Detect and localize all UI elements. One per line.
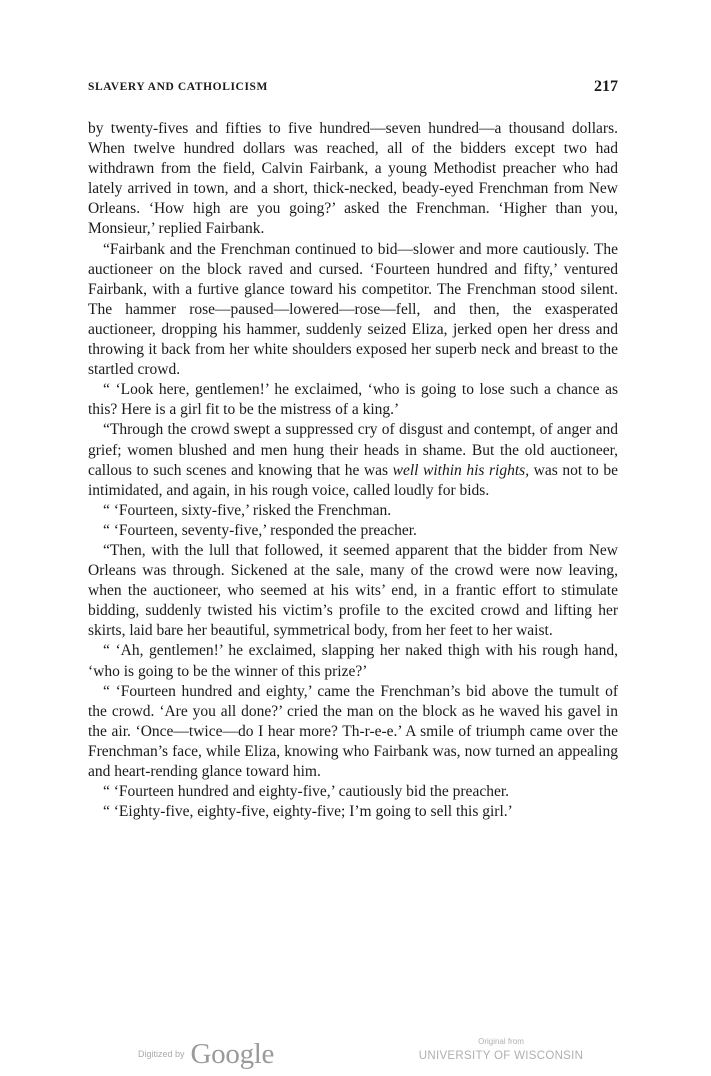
body-text <box>88 119 618 822</box>
paragraph: “Then, with the lull that followed, it seemed apparent that the bidder from New Orleans was through. Sickened at the sale, many of the crowd were now leaving, when the auctioneer, who seemed at his wits’ end, in a frantic effort to stimulate bidding, suddenly twisted his victim’s profile to the excited crowd and lifting her skirts, laid bare her beautiful, symmetrical body, from her feet to her waist. <box>88 541 618 640</box>
source-library: UNIVERSITY OF WISCONSIN <box>418 1050 584 1062</box>
paragraph: “ ‘Ah, gentlemen!’ he exclaimed, slapping her naked thigh with his rough hand, ‘who is going to be the winner of this prize?’ <box>88 642 618 680</box>
digitized-by-watermark <box>138 1034 274 1074</box>
paragraph <box>88 420 618 500</box>
page-number: 217 <box>594 78 618 95</box>
text-span: “Through the crowd swept a suppressed cry of disgust and contempt, of anger and grief; women blushed and men hung their heads in shame. But the old auctioneer, callous to such scenes and knowing that he was <box>88 421 618 479</box>
original-source-watermark <box>415 1036 587 1064</box>
paragraph: “Fairbank and the Frenchman continued to bid—slower and more cautiously. The auctioneer on the block raved and cursed. ‘Fourteen hundred and fifty,’ ventured Fairbank, with a furtive glance toward his competitor. The Frenchman stood silent. The hammer rose—paused—lowered—rose—fell, and then, the exasperated auctioneer, dropping his hammer, suddenly seized Eliza, jerked open her dress and throwing it back from her white shoulders exposed her superb neck and breast to the startled crowd. <box>88 240 618 379</box>
original-from-label: Original from <box>478 1037 524 1046</box>
paragraph: “ ‘Fourteen hundred and eighty,’ came the Frenchman’s bid above the tumult of the crowd. ‘Are you all done?’ cried the man on the block as he waved his gavel in the air. ‘Once—twice—do I hear more? Th-r-e-e.’ A smile of triumph came over the Frenchman’s face, while Eliza, knowing who Fairbank was, now turned an appealing and heart-rending glance toward him. <box>88 682 618 780</box>
digitized-by-label: Digitized by <box>138 1049 185 1059</box>
google-logo: Google <box>190 1037 275 1070</box>
paragraph: by twenty-fives and fifties to five hundred—seven hundred—a thousand dollars. When twelve hundred dollars was reached, all of the bidders except two had withdrawn from the field, Calvin Fairbank, a young Methodist preacher who had lately arrived in town, and a short, thick-necked, beady-eyed Frenchman from New Orleans. ‘How high are you going?’ asked the Frenchman. ‘Higher than you, Monsieur,’ replied Fairbank. <box>88 120 618 238</box>
running-head <box>88 78 618 100</box>
paragraph: “ ‘Eighty-five, eighty-five, eighty-five; I’m going to sell this girl.’ <box>103 803 513 821</box>
paragraph: “ ‘Look here, gentlemen!’ he exclaimed, ‘who is going to lose such a chance as this? Here is a girl fit to be the mistress of a king.’ <box>88 381 618 419</box>
running-title: SLAVERY AND CATHOLICISM <box>88 81 268 93</box>
paragraph: “ ‘Fourteen, sixty-five,’ risked the Frenchman. <box>103 501 392 519</box>
paragraph: “ ‘Fourteen hundred and eighty-five,’ cautiously bid the preacher. <box>103 783 510 801</box>
paragraph: “ ‘Fourteen, seventy-five,’ responded the preacher. <box>103 521 417 539</box>
text-span: was not to be intimidated, and again, in his rough voice, called loudly for bids. <box>88 461 618 499</box>
italic-phrase: well within his rights, <box>392 461 530 479</box>
